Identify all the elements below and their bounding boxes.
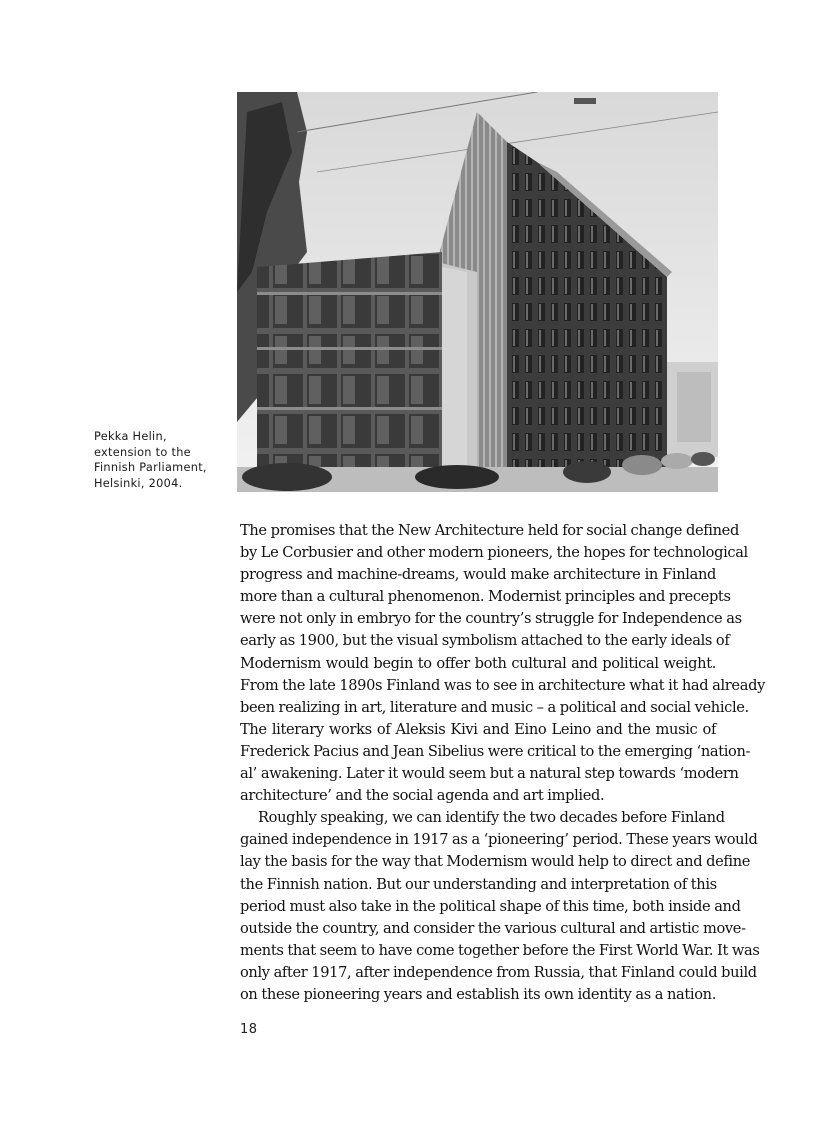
paragraph-2-line: ments that seem to have come together before the First World War. It was xyxy=(240,941,760,959)
paragraph-2-line: lay the basis for the way that Modernism would help to direct and define xyxy=(240,853,751,871)
paragraph-1-line: been realizing in art, literature and music – a political and social vehicle. xyxy=(240,698,749,716)
paragraph-1-line: From the late 1890s Finland was to see in architecture what it had already xyxy=(240,676,765,694)
body-text xyxy=(240,520,765,1006)
paragraph-2-line: outside the country, and consider the various cultural and artistic move- xyxy=(240,919,746,937)
figure-caption xyxy=(94,429,234,491)
paragraph-1-line: al’ awakening. Later it would seem but a natural step towards ‘modern xyxy=(240,765,739,783)
page-number: 18 xyxy=(240,1022,258,1037)
paragraph-1-line: more than a cultural phenomenon. Modernist principles and precepts xyxy=(240,588,731,606)
paragraph-1-line: The literary works of Aleksis Kivi and Eino Leino and the music of xyxy=(240,720,716,738)
paragraph-1-line: Modernism would begin to offer both cultural and political weight. xyxy=(240,654,716,672)
paragraph-2-line: on these pioneering years and establish its own identity as a nation. xyxy=(240,985,717,1003)
paragraph-2-line: only after 1917, after independence from Russia, that Finland could build xyxy=(240,963,757,981)
paragraph-1-line: were not only in embryo for the country’s struggle for Independence as xyxy=(240,610,742,628)
paragraph-1-line: progress and machine-dreams, would make architecture in Finland xyxy=(240,566,716,584)
paragraph-1-line: by Le Corbusier and other modern pioneers, the hopes for technological xyxy=(240,544,748,562)
paragraph-2-line: period must also take in the political shape of this time, both inside and xyxy=(240,897,741,915)
paragraph-2-line: Roughly speaking, we can identify the two decades before Finland xyxy=(258,809,725,827)
paragraph-1-line: architecture’ and the social agenda and art implied. xyxy=(240,787,605,805)
paragraph-2-line: gained independence in 1917 as a ‘pioneering’ period. These years would xyxy=(240,831,758,849)
caption-line: Pekka Helin, xyxy=(94,430,167,443)
paragraph-1-line: early as 1900, but the visual symbolism attached to the early ideals of xyxy=(240,632,730,650)
caption-line: Finnish Parliament, xyxy=(94,461,207,474)
paragraph-1-line: Frederick Pacius and Jean Sibelius were critical to the emerging ‘nation- xyxy=(240,742,751,760)
paragraph-1-line: The promises that the New Architecture held for social change defined xyxy=(240,522,739,539)
caption-line: Helsinki, 2004. xyxy=(94,476,183,490)
paragraph-2-line: the Finnish nation. But our understanding and interpretation of this xyxy=(240,875,717,893)
building-photograph xyxy=(237,92,718,492)
caption-line: extension to the xyxy=(94,445,191,459)
